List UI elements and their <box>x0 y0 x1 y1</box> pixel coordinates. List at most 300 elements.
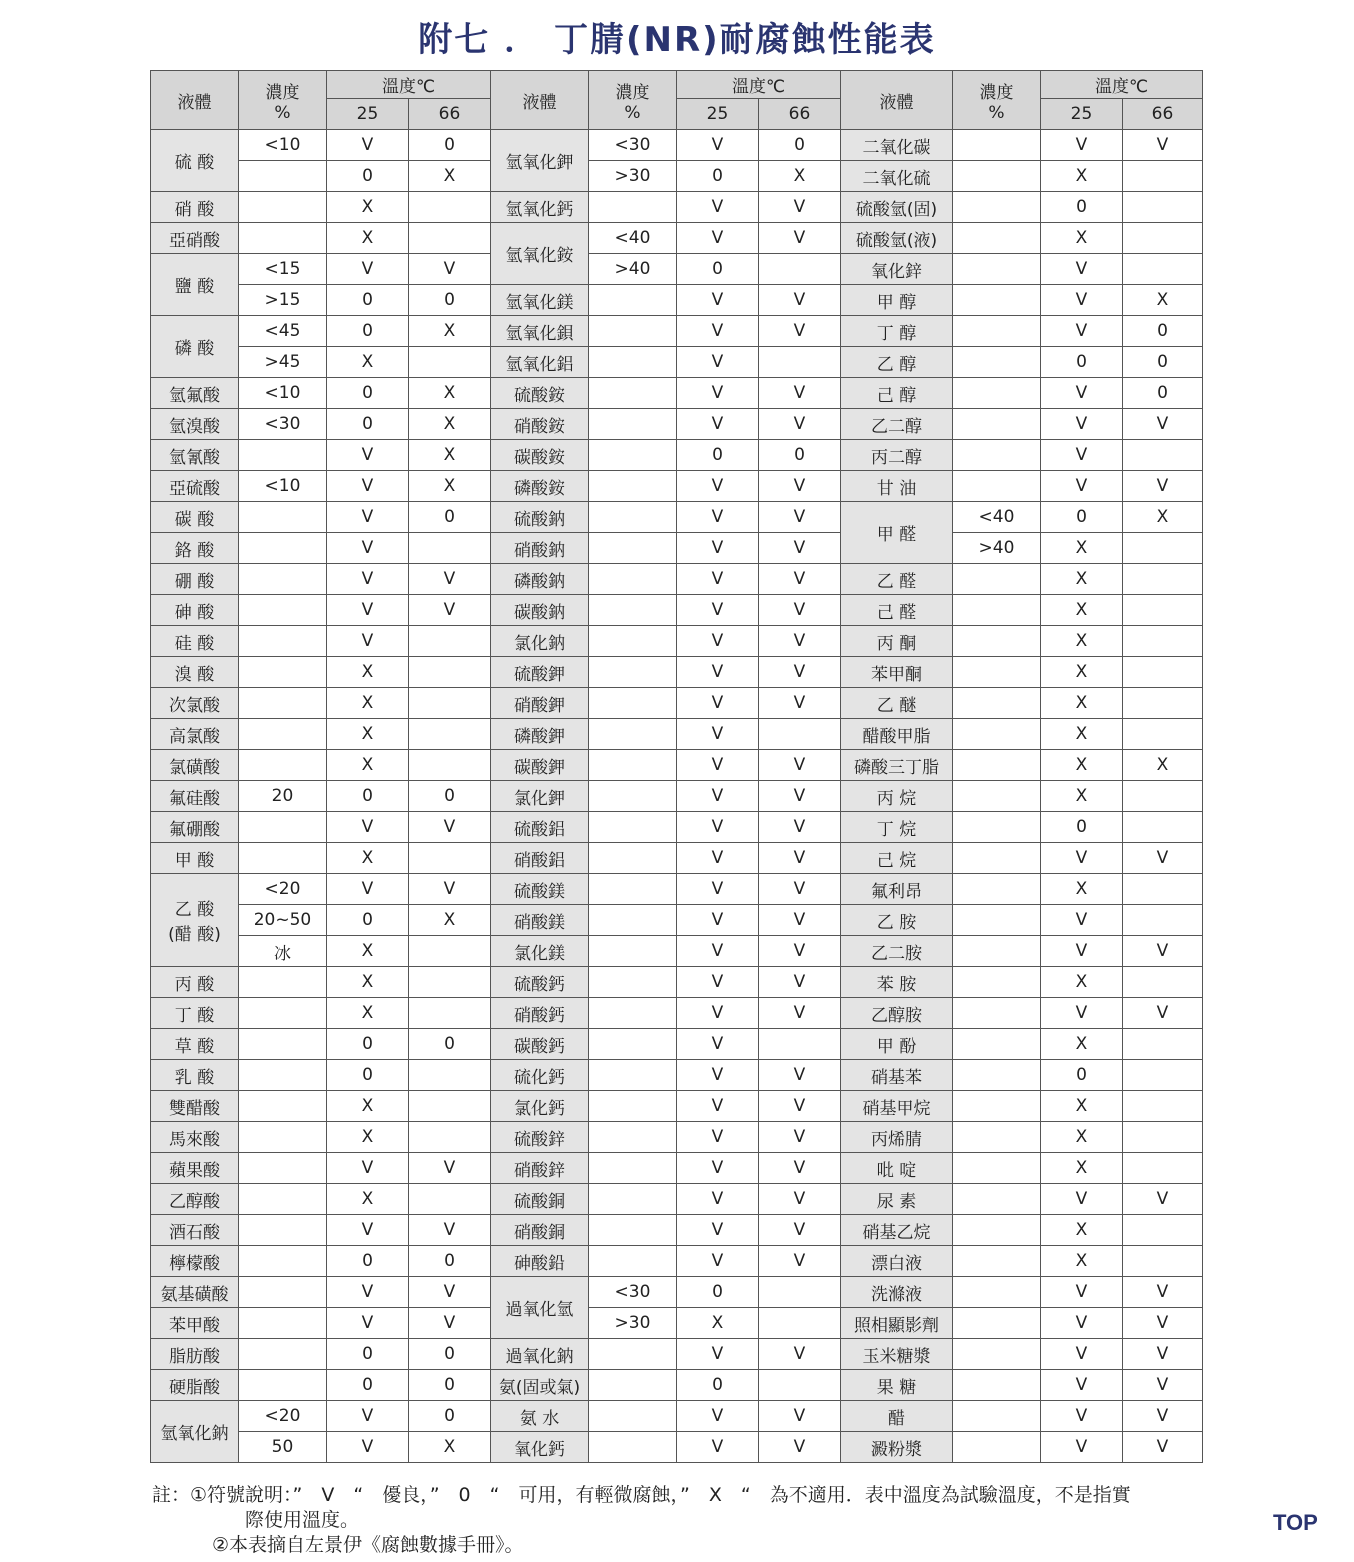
concentration-cell <box>239 192 327 223</box>
concentration-cell <box>953 967 1041 998</box>
temp-66-cell <box>409 936 491 967</box>
temp-25-cell: V <box>677 1060 759 1091</box>
concentration-cell <box>953 1246 1041 1277</box>
header-concentration: 濃度 % <box>239 71 327 130</box>
concentration-cell <box>953 1215 1041 1246</box>
concentration-cell <box>589 905 677 936</box>
temp-66-cell: V <box>1123 843 1203 874</box>
temp-66-cell: 0 <box>409 1370 491 1401</box>
table-row <box>151 936 1203 967</box>
liquid-name-cell: 鹽 酸 <box>151 254 239 316</box>
temp-25-cell: 0 <box>677 1370 759 1401</box>
liquid-name-cell: 玉米糖漿 <box>841 1339 953 1370</box>
temp-25-cell: V <box>677 378 759 409</box>
concentration-cell <box>239 1246 327 1277</box>
concentration-cell <box>589 998 677 1029</box>
temp-66-cell <box>1123 1029 1203 1060</box>
temp-25-cell: 0 <box>327 409 409 440</box>
concentration-cell: >30 <box>589 1308 677 1339</box>
liquid-name-cell: 硝酸鉀 <box>491 688 589 719</box>
concentration-cell <box>953 161 1041 192</box>
temp-25-cell: V <box>677 905 759 936</box>
page-title: 附七 ． 丁腈(NR)耐腐蝕性能表 <box>418 20 936 60</box>
temp-66-cell: V <box>409 254 491 285</box>
temp-25-cell: X <box>1041 533 1123 564</box>
liquid-name-cell: 丙烯腈 <box>841 1122 953 1153</box>
temp-66-cell <box>1123 626 1203 657</box>
temp-66-cell: V <box>1123 130 1203 161</box>
concentration-cell <box>589 812 677 843</box>
concentration-cell <box>239 533 327 564</box>
concentration-cell <box>589 1153 677 1184</box>
table-row <box>151 626 1203 657</box>
concentration-cell <box>239 657 327 688</box>
concentration-cell <box>589 1215 677 1246</box>
temp-66-cell <box>1123 812 1203 843</box>
temp-25-cell: V <box>1041 1370 1123 1401</box>
header-temp-66: 66 <box>409 99 491 130</box>
concentration-cell <box>953 409 1041 440</box>
concentration-cell <box>589 471 677 502</box>
header-liquid: 液體 <box>491 71 589 130</box>
concentration-cell <box>589 1370 677 1401</box>
temp-25-cell: X <box>1041 967 1123 998</box>
header-liquid: 液體 <box>151 71 239 130</box>
concentration-cell <box>953 905 1041 936</box>
concentration-cell <box>953 192 1041 223</box>
temp-25-cell: V <box>327 1308 409 1339</box>
concentration-cell: <15 <box>239 254 327 285</box>
liquid-name-cell: 氫氰酸 <box>151 440 239 471</box>
temp-25-cell: V <box>677 471 759 502</box>
concentration-cell <box>953 1277 1041 1308</box>
concentration-cell <box>953 1308 1041 1339</box>
concentration-cell <box>589 1091 677 1122</box>
temp-66-cell <box>1123 1215 1203 1246</box>
temp-66-cell: X <box>409 409 491 440</box>
liquid-name-cell: 乳 酸 <box>151 1060 239 1091</box>
temp-66-cell <box>1123 905 1203 936</box>
table-row <box>151 874 1203 905</box>
header-temp-66: 66 <box>759 99 841 130</box>
table-row <box>151 905 1203 936</box>
liquid-name-cell: 次氯酸 <box>151 688 239 719</box>
temp-66-cell: X <box>1123 750 1203 781</box>
liquid-name-cell: 磷酸銨 <box>491 471 589 502</box>
temp-66-cell <box>409 1060 491 1091</box>
table-row <box>151 347 1203 378</box>
liquid-name-cell: 氯化鈉 <box>491 626 589 657</box>
temp-66-cell: V <box>409 1277 491 1308</box>
concentration-cell: <10 <box>239 130 327 161</box>
temp-66-cell <box>759 1308 841 1339</box>
temp-66-cell: V <box>759 1246 841 1277</box>
temp-66-cell <box>409 719 491 750</box>
liquid-name-cell: 磷 酸 <box>151 316 239 378</box>
concentration-cell <box>239 595 327 626</box>
temp-25-cell: X <box>1041 161 1123 192</box>
liquid-name-cell: 硫酸鎂 <box>491 874 589 905</box>
concentration-cell <box>953 688 1041 719</box>
liquid-name-cell: 甲 醇 <box>841 285 953 316</box>
concentration-cell: <30 <box>239 409 327 440</box>
temp-25-cell: X <box>1041 1153 1123 1184</box>
table-row <box>151 1432 1203 1463</box>
temp-66-cell <box>1123 161 1203 192</box>
concentration-cell <box>589 192 677 223</box>
concentration-cell <box>953 781 1041 812</box>
temp-25-cell: V <box>327 254 409 285</box>
temp-66-cell: V <box>759 781 841 812</box>
temp-25-cell: X <box>1041 1091 1123 1122</box>
temp-66-cell <box>1123 874 1203 905</box>
concentration-cell <box>953 316 1041 347</box>
table-row <box>151 502 1203 533</box>
temp-25-cell: X <box>327 223 409 254</box>
footnote-1-continued: 際使用溫度。 <box>245 1509 360 1531</box>
liquid-name-cell: 砷酸鉛 <box>491 1246 589 1277</box>
temp-25-cell: X <box>327 347 409 378</box>
temp-25-cell: V <box>677 533 759 564</box>
temp-66-cell: V <box>759 378 841 409</box>
concentration-cell: >45 <box>239 347 327 378</box>
concentration-cell <box>239 998 327 1029</box>
concentration-cell <box>589 595 677 626</box>
concentration-cell <box>589 967 677 998</box>
liquid-name-cell: 氯化鎂 <box>491 936 589 967</box>
temp-25-cell: X <box>327 657 409 688</box>
temp-66-cell <box>1123 1153 1203 1184</box>
temp-66-cell: V <box>1123 471 1203 502</box>
liquid-name-cell: 硫酸鈣 <box>491 967 589 998</box>
temp-66-cell <box>409 1091 491 1122</box>
temp-66-cell: 0 <box>759 440 841 471</box>
temp-66-cell <box>759 347 841 378</box>
temp-66-cell <box>409 533 491 564</box>
temp-66-cell <box>409 657 491 688</box>
temp-25-cell: V <box>327 1153 409 1184</box>
temp-66-cell <box>1123 688 1203 719</box>
liquid-name-cell: 己 醛 <box>841 595 953 626</box>
temp-25-cell: X <box>327 750 409 781</box>
temp-25-cell: X <box>1041 223 1123 254</box>
concentration-cell <box>589 719 677 750</box>
table-row <box>151 1370 1203 1401</box>
temp-66-cell <box>759 254 841 285</box>
liquid-name-cell: 氟利昂 <box>841 874 953 905</box>
temp-66-cell: X <box>409 440 491 471</box>
liquid-name-cell: 氫氧化鋁 <box>491 347 589 378</box>
temp-25-cell: X <box>1041 781 1123 812</box>
concentration-cell: 20~50 <box>239 905 327 936</box>
liquid-name-cell: 醋酸甲脂 <box>841 719 953 750</box>
concentration-cell <box>589 657 677 688</box>
table-row <box>151 1060 1203 1091</box>
temp-25-cell: 0 <box>1041 347 1123 378</box>
table-row <box>151 1215 1203 1246</box>
temp-25-cell: V <box>677 564 759 595</box>
temp-25-cell: 0 <box>327 1246 409 1277</box>
temp-66-cell: 0 <box>409 781 491 812</box>
liquid-name-cell: 氨(固或氣) <box>491 1370 589 1401</box>
temp-25-cell: 0 <box>677 161 759 192</box>
temp-25-cell: 0 <box>677 254 759 285</box>
liquid-name-cell: 硝酸鋅 <box>491 1153 589 1184</box>
liquid-name-cell: 亞硫酸 <box>151 471 239 502</box>
temp-25-cell: V <box>1041 254 1123 285</box>
temp-25-cell: X <box>327 843 409 874</box>
header-temp-66: 66 <box>1123 99 1203 130</box>
temp-25-cell: X <box>1041 657 1123 688</box>
temp-25-cell: X <box>327 998 409 1029</box>
table-row <box>151 161 1203 192</box>
temp-66-cell: 0 <box>409 1246 491 1277</box>
temp-66-cell <box>409 843 491 874</box>
temp-25-cell: V <box>327 502 409 533</box>
temp-66-cell <box>1123 781 1203 812</box>
concentration-cell: >15 <box>239 285 327 316</box>
liquid-name-cell: 蘋果酸 <box>151 1153 239 1184</box>
temp-66-cell: V <box>759 936 841 967</box>
liquid-name-cell: 氫氧化鎂 <box>491 285 589 316</box>
temp-25-cell: X <box>1041 1122 1123 1153</box>
temp-25-cell: V <box>677 812 759 843</box>
concentration-cell <box>953 1184 1041 1215</box>
temp-25-cell: V <box>677 595 759 626</box>
temp-66-cell: V <box>759 998 841 1029</box>
temp-66-cell: V <box>759 409 841 440</box>
header-concentration: 濃度 % <box>589 71 677 130</box>
temp-25-cell: X <box>1041 595 1123 626</box>
temp-66-cell: V <box>759 502 841 533</box>
liquid-name-cell: 硝基乙烷 <box>841 1215 953 1246</box>
footnote-1: 註：①符號說明：” V “ 優良，” 0 “ 可用，有輕微腐蝕，” X “ 為不適用．表中溫度為試驗溫度，不是指實 <box>152 1484 1131 1506</box>
temp-25-cell: V <box>677 843 759 874</box>
table-row <box>151 998 1203 1029</box>
temp-25-cell: V <box>327 1401 409 1432</box>
liquid-name-cell: 醋 <box>841 1401 953 1432</box>
table-row <box>151 595 1203 626</box>
table-row <box>151 1339 1203 1370</box>
concentration-cell <box>239 564 327 595</box>
liquid-name-cell: 乙 酸 (醋 酸) <box>151 874 239 967</box>
temp-25-cell: X <box>1041 1029 1123 1060</box>
temp-66-cell: V <box>759 595 841 626</box>
temp-66-cell <box>409 626 491 657</box>
liquid-name-cell: 硝酸鈣 <box>491 998 589 1029</box>
temp-66-cell: V <box>1123 1339 1203 1370</box>
concentration-cell <box>953 564 1041 595</box>
temp-66-cell: X <box>409 161 491 192</box>
concentration-cell <box>589 1060 677 1091</box>
temp-25-cell: 0 <box>327 161 409 192</box>
concentration-cell <box>589 874 677 905</box>
temp-66-cell: V <box>1123 998 1203 1029</box>
temp-66-cell: 0 <box>409 1401 491 1432</box>
liquid-name-cell: 磷酸鉀 <box>491 719 589 750</box>
temp-66-cell: V <box>1123 1401 1203 1432</box>
liquid-name-cell: 磷酸鈉 <box>491 564 589 595</box>
concentration-cell <box>953 1432 1041 1463</box>
temp-25-cell: V <box>677 750 759 781</box>
temp-25-cell: 0 <box>677 440 759 471</box>
header-temperature: 溫度℃ <box>677 71 841 99</box>
concentration-cell <box>239 626 327 657</box>
liquid-name-cell: 甘 油 <box>841 471 953 502</box>
table-row <box>151 812 1203 843</box>
liquid-name-cell: 乙 胺 <box>841 905 953 936</box>
liquid-name-cell: 碳酸鈣 <box>491 1029 589 1060</box>
table-row <box>151 781 1203 812</box>
temp-66-cell: 0 <box>409 502 491 533</box>
temp-66-cell <box>409 1122 491 1153</box>
liquid-name-cell: 尿 素 <box>841 1184 953 1215</box>
temp-25-cell: 0 <box>327 378 409 409</box>
liquid-name-cell: 氨基磺酸 <box>151 1277 239 1308</box>
temp-66-cell <box>1123 440 1203 471</box>
liquid-name-cell: 丁 烷 <box>841 812 953 843</box>
temp-25-cell: 0 <box>327 1370 409 1401</box>
concentration-cell <box>953 595 1041 626</box>
temp-66-cell <box>409 192 491 223</box>
temp-25-cell: V <box>327 471 409 502</box>
liquid-name-cell: 亞硝酸 <box>151 223 239 254</box>
temp-25-cell: V <box>1041 316 1123 347</box>
table-row <box>151 533 1203 564</box>
temp-25-cell: 0 <box>1041 192 1123 223</box>
temp-66-cell <box>409 1184 491 1215</box>
liquid-name-cell: 高氯酸 <box>151 719 239 750</box>
temp-25-cell: X <box>327 192 409 223</box>
liquid-name-cell: 磷酸三丁脂 <box>841 750 953 781</box>
temp-66-cell: V <box>759 843 841 874</box>
temp-25-cell: 0 <box>1041 812 1123 843</box>
liquid-name-cell: 碳 酸 <box>151 502 239 533</box>
temp-25-cell: 0 <box>327 316 409 347</box>
temp-66-cell: 0 <box>409 1029 491 1060</box>
temp-25-cell: V <box>327 533 409 564</box>
liquid-name-cell: 碳酸鉀 <box>491 750 589 781</box>
concentration-cell: <10 <box>239 471 327 502</box>
liquid-name-cell: 硝酸銅 <box>491 1215 589 1246</box>
temp-66-cell <box>409 223 491 254</box>
temp-66-cell: V <box>759 688 841 719</box>
temp-25-cell: 0 <box>327 285 409 316</box>
concentration-cell <box>953 998 1041 1029</box>
concentration-cell <box>953 254 1041 285</box>
concentration-cell <box>589 1432 677 1463</box>
concentration-cell: <30 <box>589 130 677 161</box>
temp-25-cell: V <box>327 440 409 471</box>
temp-25-cell: V <box>1041 1401 1123 1432</box>
top-link[interactable]: TOP <box>1273 1510 1318 1535</box>
header-temp-25: 25 <box>677 99 759 130</box>
liquid-name-cell: 氟硼酸 <box>151 812 239 843</box>
liquid-name-cell: 乙 醛 <box>841 564 953 595</box>
temp-66-cell: V <box>759 533 841 564</box>
concentration-cell <box>589 347 677 378</box>
liquid-name-cell: 硬脂酸 <box>151 1370 239 1401</box>
liquid-name-cell: 洗滌液 <box>841 1277 953 1308</box>
temp-66-cell: V <box>409 595 491 626</box>
table-row <box>151 657 1203 688</box>
table-row <box>151 1246 1203 1277</box>
concentration-cell <box>953 1370 1041 1401</box>
temp-25-cell: V <box>327 812 409 843</box>
temp-25-cell: V <box>677 1401 759 1432</box>
temp-66-cell <box>1123 657 1203 688</box>
concentration-cell <box>953 1401 1041 1432</box>
concentration-cell <box>589 750 677 781</box>
concentration-cell <box>589 936 677 967</box>
liquid-name-cell: 雙醋酸 <box>151 1091 239 1122</box>
concentration-cell <box>953 750 1041 781</box>
temp-66-cell: X <box>409 905 491 936</box>
temp-25-cell: V <box>1041 998 1123 1029</box>
concentration-cell <box>589 316 677 347</box>
temp-66-cell: X <box>409 471 491 502</box>
temp-25-cell: V <box>677 1122 759 1153</box>
temp-25-cell: X <box>1041 626 1123 657</box>
liquid-name-cell: 硫酸氫(固) <box>841 192 953 223</box>
temp-25-cell: V <box>677 967 759 998</box>
table-row <box>151 316 1203 347</box>
temp-66-cell: V <box>409 1215 491 1246</box>
temp-25-cell: 0 <box>1041 502 1123 533</box>
temp-66-cell: V <box>759 1215 841 1246</box>
liquid-name-cell: 果 糖 <box>841 1370 953 1401</box>
temp-66-cell: X <box>1123 285 1203 316</box>
liquid-name-cell: 乙二胺 <box>841 936 953 967</box>
temp-66-cell <box>759 1277 841 1308</box>
liquid-name-cell: 硫酸銨 <box>491 378 589 409</box>
concentration-cell <box>589 688 677 719</box>
liquid-name-cell: 乙二醇 <box>841 409 953 440</box>
footnote-2: ②本表摘自左景伊《腐蝕數據手冊》。 <box>212 1534 524 1556</box>
concentration-cell <box>589 564 677 595</box>
temp-25-cell: V <box>677 781 759 812</box>
liquid-name-cell: 氫氧化銨 <box>491 223 589 285</box>
temp-25-cell: X <box>327 967 409 998</box>
concentration-cell <box>953 347 1041 378</box>
table-row <box>151 192 1203 223</box>
concentration-cell <box>953 843 1041 874</box>
temp-66-cell: V <box>1123 1308 1203 1339</box>
temp-66-cell <box>1123 595 1203 626</box>
temp-66-cell: V <box>759 657 841 688</box>
table-row <box>151 285 1203 316</box>
liquid-name-cell: 乙 醚 <box>841 688 953 719</box>
temp-25-cell: V <box>677 1246 759 1277</box>
concentration-cell <box>953 812 1041 843</box>
temp-66-cell: V <box>409 564 491 595</box>
concentration-cell <box>953 1122 1041 1153</box>
concentration-cell <box>239 688 327 719</box>
concentration-cell <box>953 285 1041 316</box>
temp-66-cell: V <box>759 905 841 936</box>
concentration-cell <box>239 812 327 843</box>
temp-66-cell: V <box>759 812 841 843</box>
table-row <box>151 750 1203 781</box>
liquid-name-cell: 氫氧化鉀 <box>491 130 589 192</box>
temp-25-cell: V <box>327 564 409 595</box>
temp-25-cell: V <box>1041 843 1123 874</box>
table-row <box>151 843 1203 874</box>
liquid-name-cell: 二氧化碳 <box>841 130 953 161</box>
temp-25-cell: V <box>677 1029 759 1060</box>
concentration-cell <box>589 781 677 812</box>
liquid-name-cell: 氯化鉀 <box>491 781 589 812</box>
